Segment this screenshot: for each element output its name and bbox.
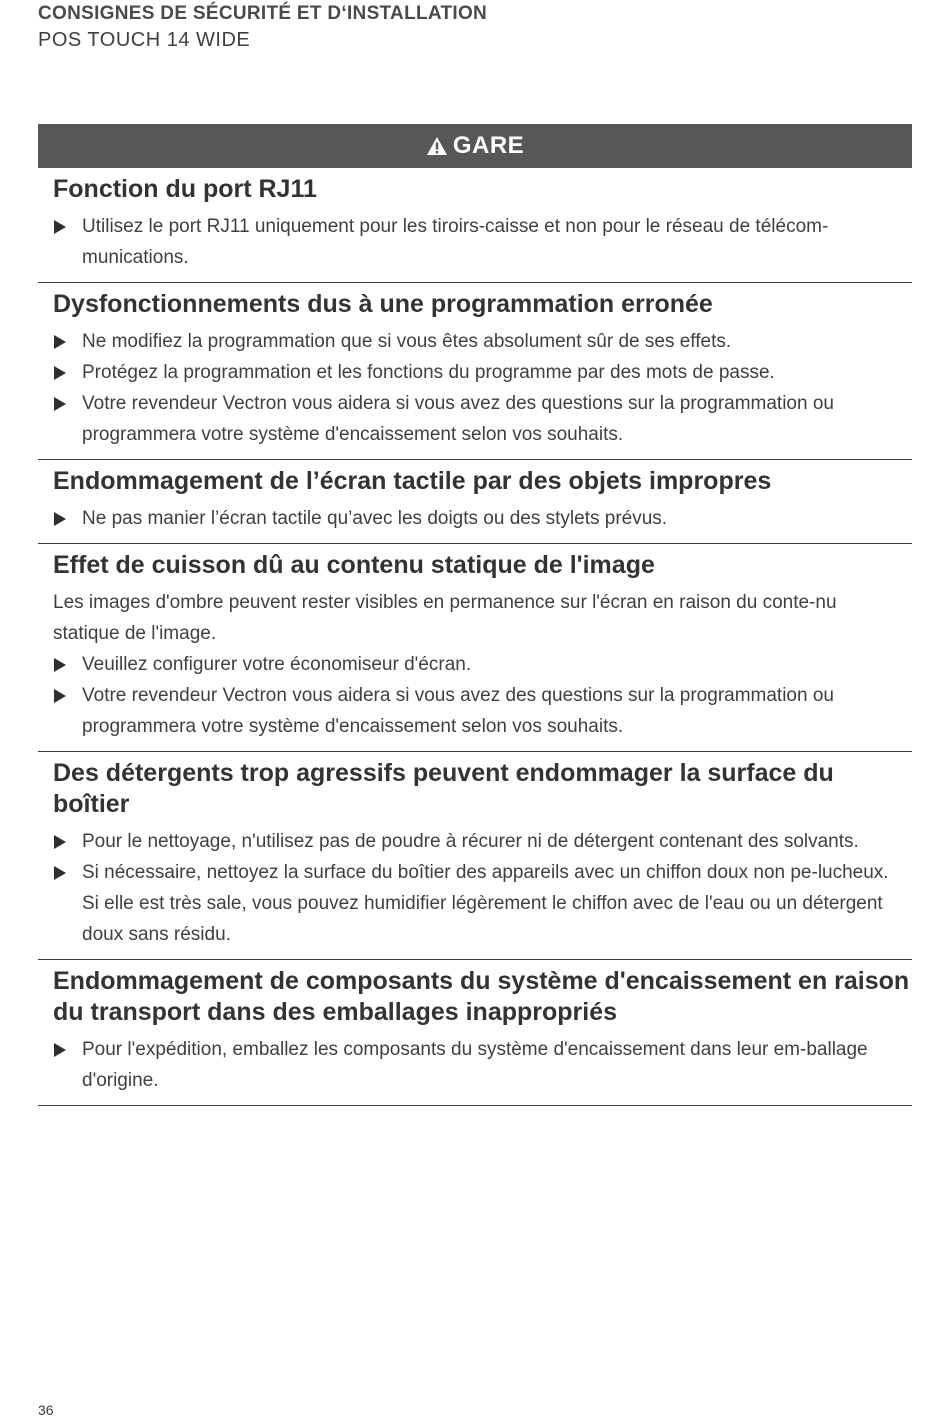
list-item-text: Veuillez configurer votre économiseur d'écran. bbox=[82, 654, 472, 675]
section-burn-in-effect bbox=[38, 544, 912, 752]
list-item-text: Ne pas manier l’écran tactile qu’avec les doigts ou des stylets prévus. bbox=[82, 508, 668, 529]
bullet-list bbox=[53, 826, 912, 950]
bullet-list bbox=[53, 1034, 912, 1096]
list-item bbox=[53, 357, 912, 388]
bullet-list bbox=[53, 211, 912, 273]
bullet-arrow-icon bbox=[54, 689, 66, 703]
list-item-text: Ne modifiez la programmation que si vous êtes absolument sûr de ses effets. bbox=[82, 331, 732, 352]
bullet-list bbox=[53, 503, 912, 534]
list-item-text: Votre revendeur Vectron vous aidera si vous avez des questions sur la programmation ou programmera votre système d'encaissement selon vos souhaits. bbox=[82, 685, 834, 737]
list-item bbox=[53, 680, 912, 742]
list-item bbox=[53, 826, 912, 857]
bullet-arrow-icon bbox=[54, 866, 66, 880]
list-item-text: Protégez la programmation et les fonctions du programme par des mots de passe. bbox=[82, 362, 775, 383]
list-item-text: Pour le nettoyage, n'utilisez pas de poudre à récurer ni de détergent contenant des solvants. bbox=[82, 831, 859, 852]
header-subtitle: POS TOUCH 14 WIDE bbox=[38, 29, 251, 51]
warning-triangle-icon bbox=[426, 136, 448, 156]
section-title: Effet de cuisson dû au contenu statique de l'image bbox=[53, 551, 655, 579]
bullet-list bbox=[53, 649, 912, 742]
warning-box bbox=[38, 124, 912, 1106]
page-header bbox=[38, 2, 487, 54]
list-item-text: Si nécessaire, nettoyez la surface du boîtier des appareils avec un chiffon doux non pe-lucheux. Si elle est très sale, vous pouvez humidifier légèrement le chiffon avec de l'eau ou un détergent doux sans résidu. bbox=[82, 862, 889, 945]
bullet-arrow-icon bbox=[54, 512, 66, 526]
list-item bbox=[53, 326, 912, 357]
warning-banner bbox=[38, 124, 912, 168]
list-item bbox=[53, 388, 912, 450]
list-item bbox=[53, 649, 912, 680]
bullet-arrow-icon bbox=[54, 335, 66, 349]
section-transport-damage bbox=[38, 960, 912, 1106]
list-item bbox=[53, 211, 912, 273]
warning-label: GARE bbox=[452, 132, 525, 159]
section-programming-errors bbox=[38, 283, 912, 460]
header-title: CONSIGNES DE SÉCURITÉ ET D‘INSTALLATION bbox=[38, 3, 488, 24]
bullet-list bbox=[53, 326, 912, 450]
bullet-arrow-icon bbox=[54, 397, 66, 411]
section-touchscreen-damage bbox=[38, 460, 912, 544]
list-item-text: Utilisez le port RJ11 uniquement pour les tiroirs-caisse et non pour le réseau de télécom-munications. bbox=[82, 216, 829, 268]
list-item-text: Pour l'expédition, emballez les composants du système d'encaissement dans leur em-ballage d'origine. bbox=[82, 1039, 868, 1091]
section-title: Des détergents trop agressifs peuvent endommager la surface du boîtier bbox=[53, 759, 834, 818]
bullet-arrow-icon bbox=[54, 1043, 66, 1057]
section-title: Endommagement de l’écran tactile par des objets impropres bbox=[53, 467, 772, 495]
section-rj11-port bbox=[38, 168, 912, 283]
list-item-text: Votre revendeur Vectron vous aidera si vous avez des questions sur la programmation ou programmera votre système d'encaissement selon vos souhaits. bbox=[82, 393, 834, 445]
section-aggressive-detergents bbox=[38, 752, 912, 960]
bullet-arrow-icon bbox=[54, 366, 66, 380]
list-item bbox=[53, 1034, 912, 1096]
bullet-arrow-icon bbox=[54, 220, 66, 234]
list-item bbox=[53, 503, 912, 534]
bullet-arrow-icon bbox=[54, 835, 66, 849]
section-text: Les images d'ombre peuvent rester visibles en permanence sur l'écran en raison du conte-nu statique de l'image. bbox=[53, 592, 837, 644]
page-number: 36 bbox=[38, 1402, 54, 1418]
bullet-arrow-icon bbox=[54, 658, 66, 672]
section-title: Fonction du port RJ11 bbox=[53, 175, 317, 203]
section-title: Endommagement de composants du système d'encaissement en raison du transport dans des emballages inappropriés bbox=[53, 967, 910, 1026]
section-title: Dysfonctionnements dus à une programmation erronée bbox=[53, 290, 713, 318]
list-item bbox=[53, 857, 912, 950]
